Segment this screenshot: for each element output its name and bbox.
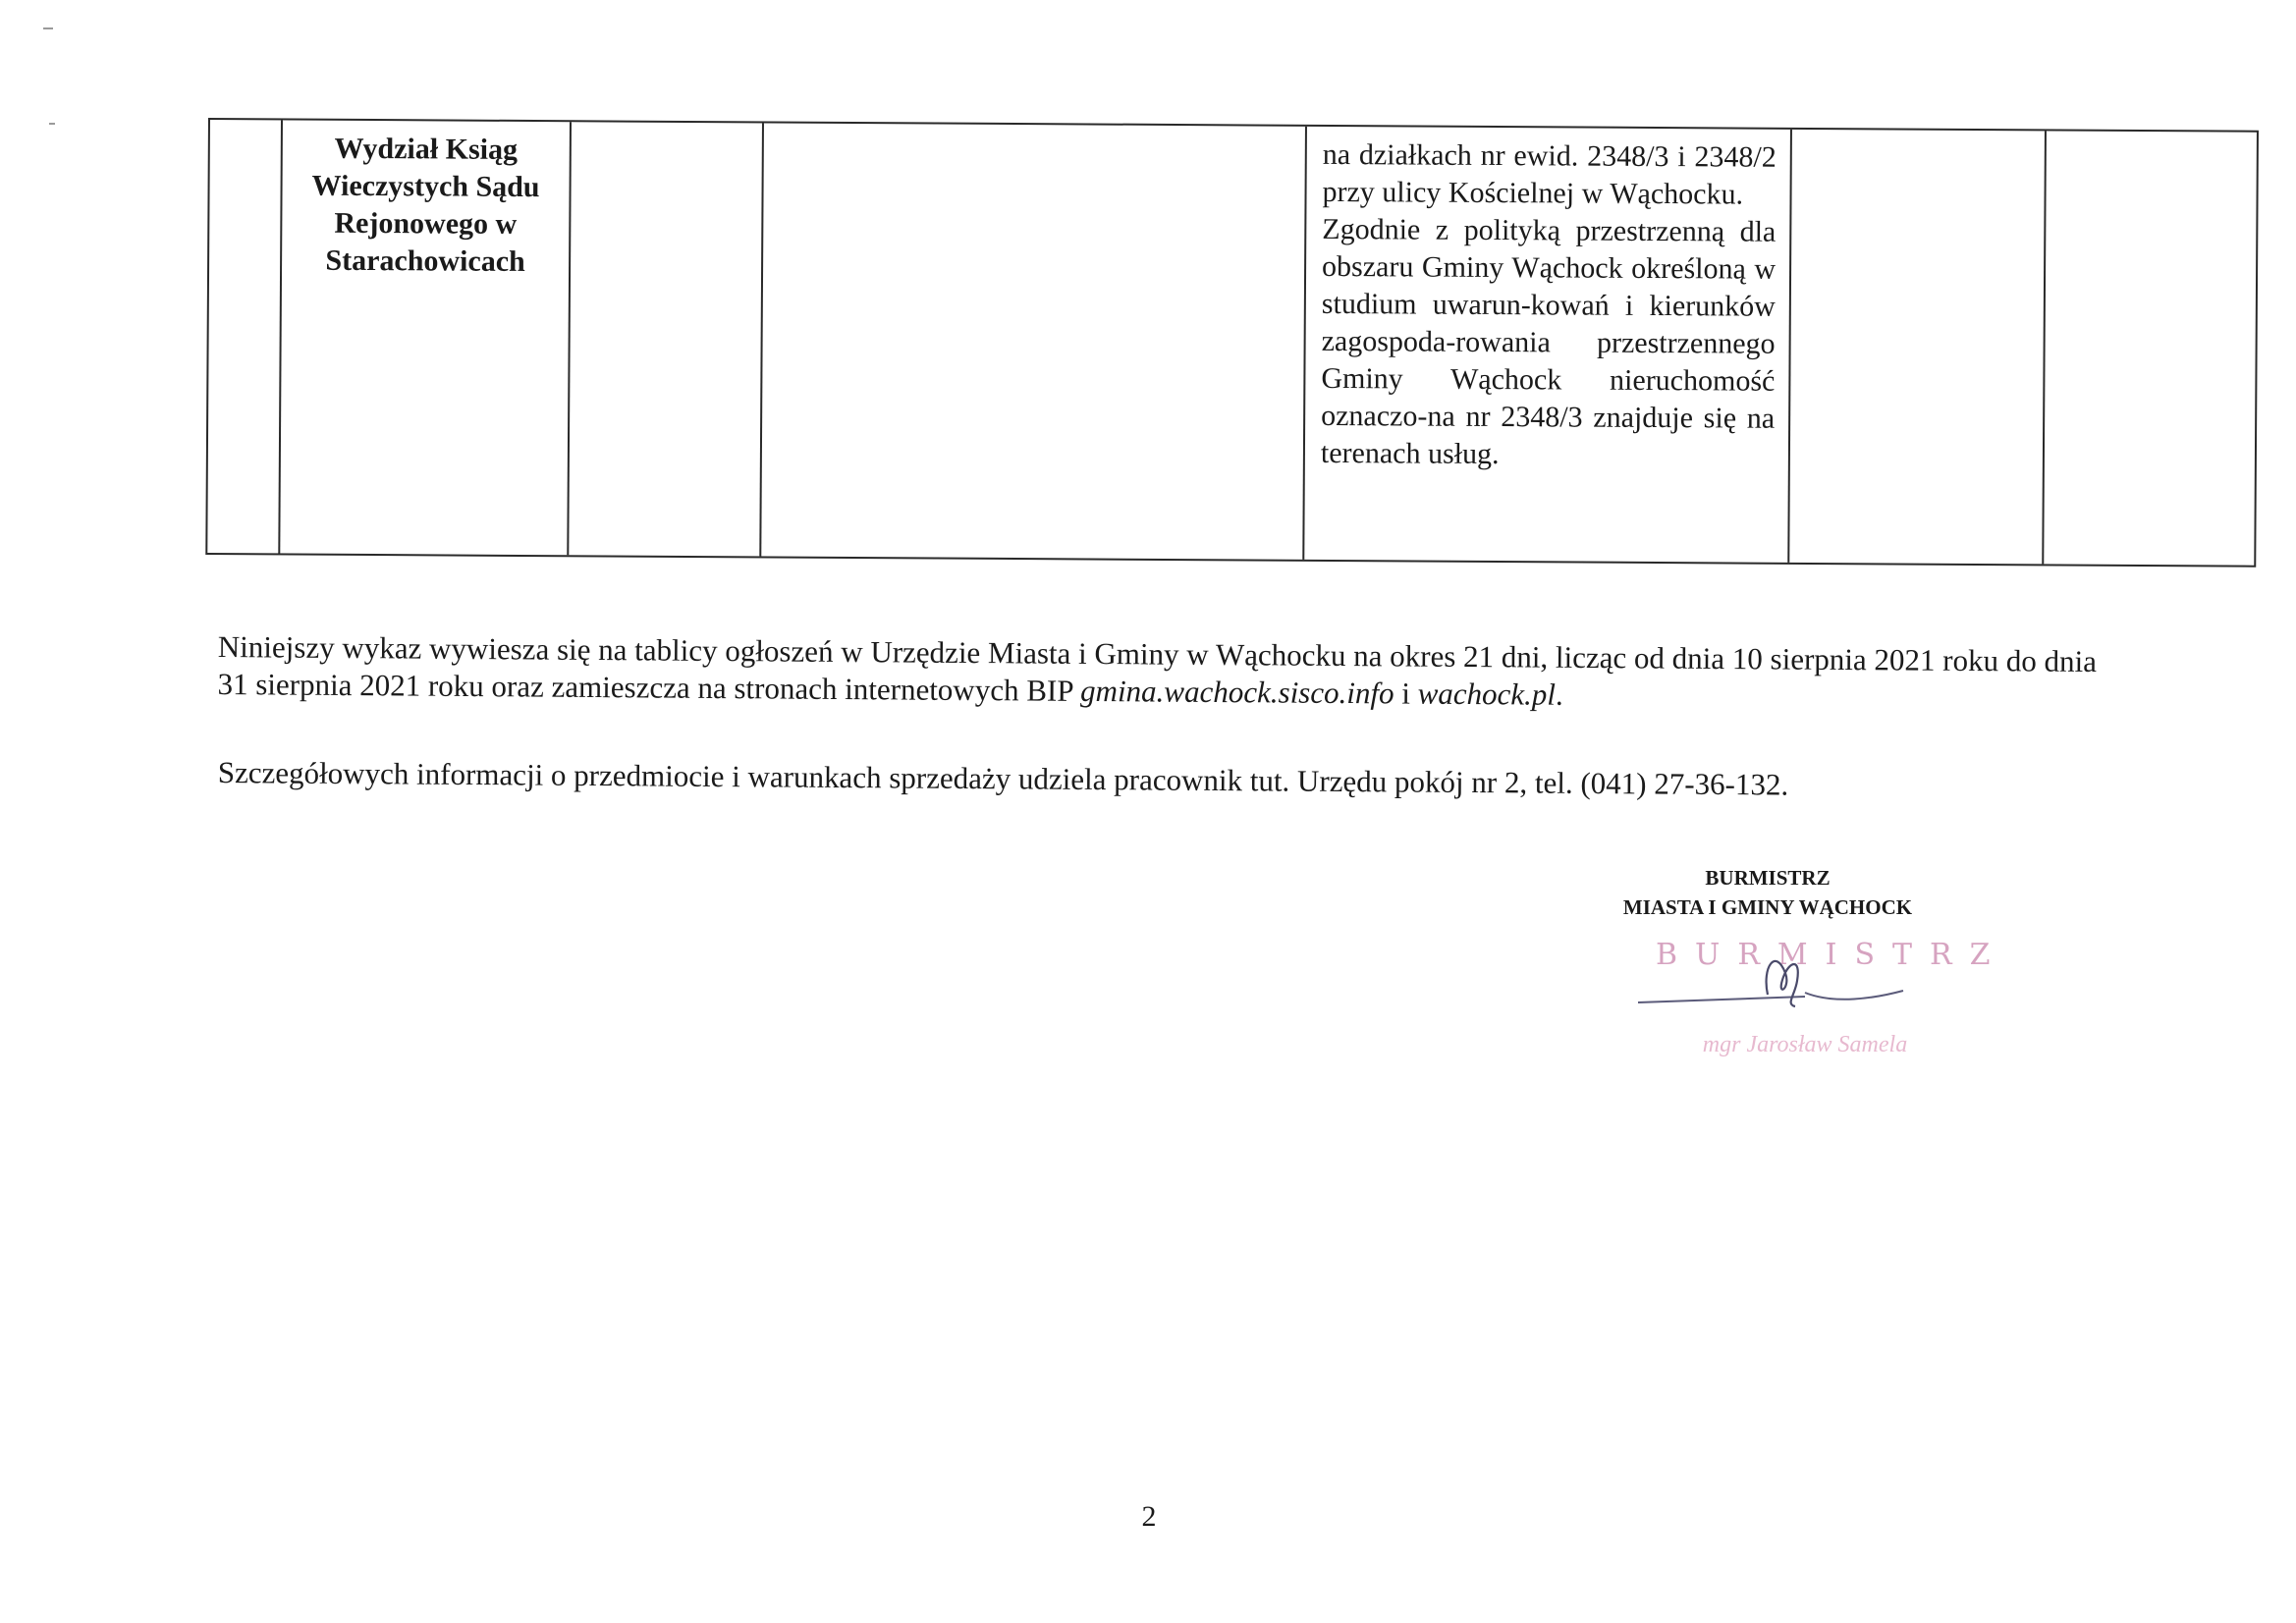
- description-paragraph: na działkach nr ewid. 2348/3 i 2348/2 przy ulicy Kościelnej w Wąchocku.: [1322, 137, 1777, 211]
- table-cell-index: [207, 120, 283, 553]
- stamp-name: mgr Jarosław Samela: [1702, 1032, 1908, 1057]
- court-name: Wydział Ksiąg Wieczystych Sądu Rejonowego w Starachowicach: [311, 132, 540, 278]
- signatory-office: MIASTA I GMINY WĄCHOCK: [1622, 895, 1913, 919]
- scan-mark: [49, 123, 55, 125]
- signatory-title: BURMISTRZ: [1705, 866, 1831, 890]
- scan-mark: [43, 27, 53, 29]
- notice-connector: i: [1394, 676, 1418, 711]
- website-link[interactable]: wachock.pl: [1417, 676, 1557, 712]
- description-paragraph: Zgodnie z polityką przestrzenną dla obszaru Gminy Wąchock określoną w studium uwarun-kowań i kierunków zagospoda-rowania przestrzennego Gminy Wąchock nieruchomość oznaczo-na nr 2348/3 znajduje się na terenach usług.: [1320, 212, 1777, 471]
- notice-text: Niniejszy wykaz wywiesza się na tablicy ogłoszeń w Urzędzie Miasta i Gminy w Wąchocku na okres 21 dni, licząc od dnia 10 sierpnia 2021 roku do dnia 31 sierpnia 2021 roku oraz zamieszcza na stronach internetowych BIP: [217, 628, 2098, 708]
- table-cell-court: [280, 120, 572, 555]
- table-cell-description: [1304, 127, 1792, 563]
- bip-link[interactable]: gmina.wachock.sisco.info: [1080, 673, 1394, 711]
- contact-paragraph: Szczegółowych informacji o przedmiocie i warunkach sprzedaży udziela pracownik tut. Urzędu pokój nr 2, tel. (041) 27-36-132.: [217, 754, 1789, 802]
- notice-paragraph: [217, 628, 2113, 718]
- stamp-word: BURMISTRZ: [1656, 938, 2008, 972]
- notice-end: .: [1555, 676, 1563, 712]
- table-cell-empty: [1789, 130, 2047, 565]
- property-table: [205, 118, 2259, 568]
- page-number: 2: [1141, 1500, 1157, 1533]
- table-cell-empty: [569, 122, 764, 556]
- table-cell-empty: [2044, 131, 2261, 565]
- table-cell-empty: [761, 123, 1307, 559]
- official-stamp: [1638, 938, 2008, 1075]
